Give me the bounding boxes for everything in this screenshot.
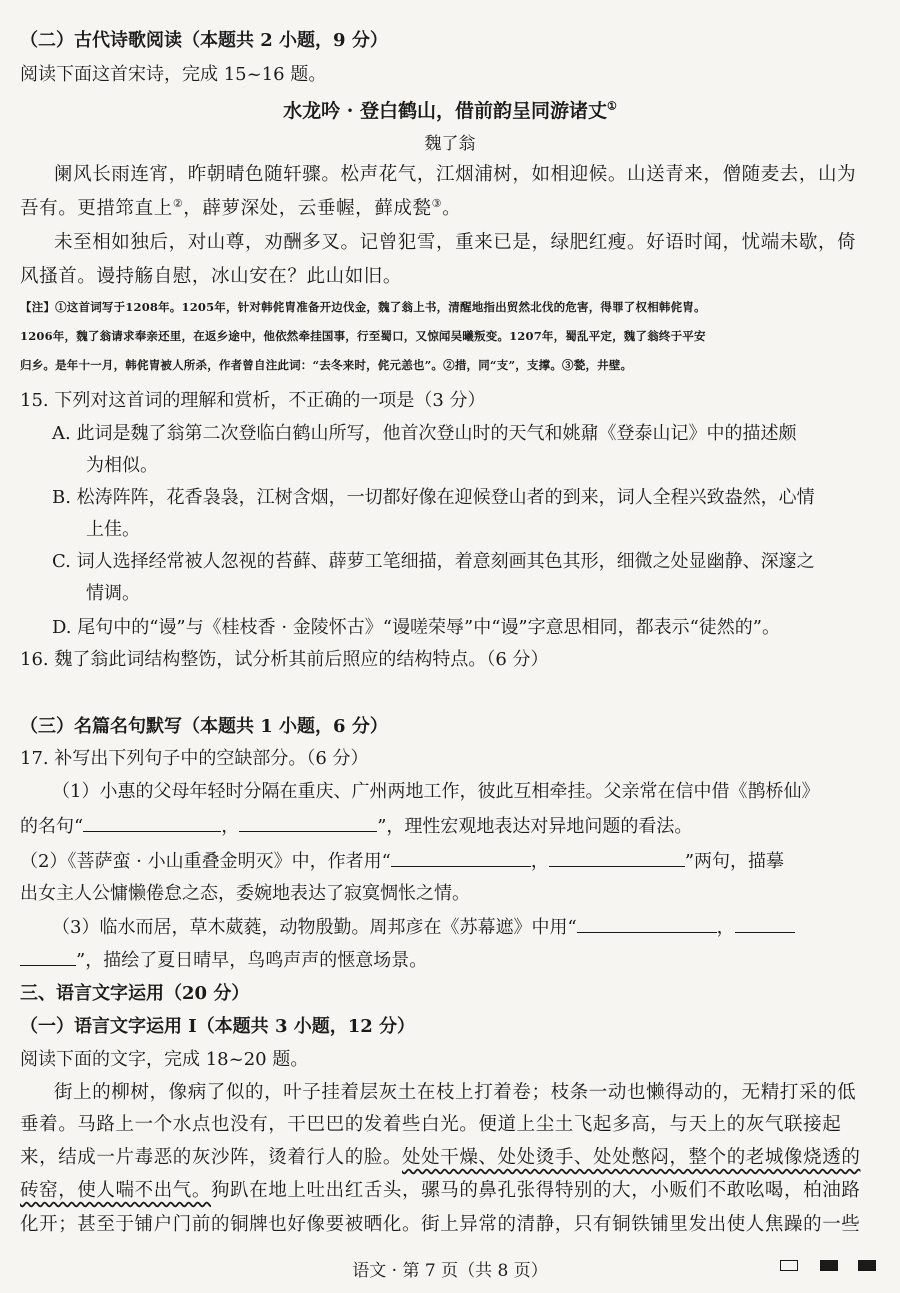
wavy-underlined-text: 处处干燥、处处烫手、处处憋闷，整个的老城像烧透的 [402,1147,861,1168]
question-17-stem: 17. 补写出下列句子中的空缺部分。（6 分） [20,748,369,769]
q15-option-a: A. 此词是魏了翁第二次登临白鹤山所写，他首次登山时的天气和姚鼐《登泰山记》中的描述颇 [52,423,797,444]
answer-blank[interactable] [391,848,531,867]
footer-marker-square [820,1260,838,1271]
section-heading-language: （一）语言文字运用 Ⅰ（本题共 3 小题，12 分） [20,1016,416,1037]
q15-option-c-cont: 情调。 [86,583,140,604]
answer-blank[interactable] [20,947,76,966]
q15-option-d: D. 尾句中的“谩”与《桂枝香 · 金陵怀古》“谩嗟荣辱”中“谩”字意思相同，都表示“徒然的”。 [52,617,781,638]
poem-note: 归乡。是年十一月，韩侂胄被人所杀，作者曾自注此词：“去冬来时，侂元恙也”。②措，同“支”，支撑。③甃，井壁。 [20,358,633,372]
poem-title-text: 水龙吟 · 登白鹤山，借前韵呈同游诸丈 [283,100,607,122]
answer-blank[interactable] [735,914,795,933]
q15-option-a-cont: 为相似。 [86,455,158,476]
poem-note: 1206年，魏了翁请求奉亲还里，在返乡途中，他依然牵挂国事，行至蜀口，又惊闻吴曦叛变。1207年，蜀乱平定，魏了翁终于平安 [20,329,706,343]
q17-item-2: （2）《菩萨蛮 · 小山重叠金明灭》中，作者用“ ， ”两句，描摹 [20,848,784,875]
answer-blank[interactable] [83,813,221,832]
footer-marker-square [858,1260,876,1271]
answer-blank[interactable] [549,848,685,867]
language-instruction: 阅读下面的文字，完成 18~20 题。 [20,1049,309,1070]
passage-line: 化开；甚至于铺户门前的铜牌也好像要被晒化。街上异常的清静，只有铜铁铺里发出使人焦躁的一些 [20,1214,861,1235]
question-15-stem: 15. 下列对这首词的理解和赏析，不正确的一项是（3 分） [20,390,486,411]
footnote-mark: ③ [431,196,443,210]
footnote-mark: ② [172,196,184,210]
passage-line: 街上的柳树，像病了似的，叶子挂着层灰土在枝上打着卷；枝条一动也懒得动的，无精打采的低 [54,1082,857,1103]
q17-item-3-cont: ”，描绘了夏日晴早，鸟鸣声声的惬意场景。 [20,947,427,974]
q15-option-b-cont: 上佳。 [86,519,140,540]
part-three-heading: 三、语言文字运用（20 分） [20,983,250,1004]
q17-item-1-blanks: 的名句“ ， ”，理性宏观地表达对异地问题的看法。 [20,813,692,840]
poem-note: 【注】①这首词写于1208年。1205年，针对韩侂胄准备开边伐金，魏了翁上书，清醒地指出贸然北伐的危害，得罪了权相韩侂胄。 [20,300,706,314]
section-heading-poetry: （二）古代诗歌阅读（本题共 2 小题，9 分） [20,30,388,51]
poem-line: 吾有。更措筇直上②，薜萝深处，云垂幄，藓成甃③。 [20,196,462,219]
q15-option-b: B. 松涛阵阵，花香袅袅，江树含烟，一切都好像在迎候登山者的到来，词人全程兴致盎然，心情 [52,487,815,508]
q17-item-2-cont: 出女主人公慵懒倦怠之态，委婉地表达了寂寞惆怅之情。 [20,883,470,904]
question-16-stem: 16. 魏了翁此词结构整饬，试分析其前后照应的结构特点。（6 分） [20,649,549,670]
passage-line: 来，结成一片毒恶的灰沙阵，烫着行人的脸。处处干燥、处处烫手、处处憋闷，整个的老城像烧透的 [20,1147,861,1168]
poem-title-footnote-mark: ① [606,99,617,113]
poem-line: 未至相如独后，对山尊，劝酬多叉。记曾犯雪，重来已是，绿肥红瘦。好语时闻，忧端未歇，倚 [54,232,857,253]
wavy-underlined-text: 砖窑，使人喘不出气。 [20,1180,212,1201]
q15-option-c: C. 词人选择经常被人忽视的苔藓、薜萝工笔细描，着意刻画其色其形，细微之处显幽静、深邃之 [52,551,815,572]
q17-item-1: （1）小惠的父母年轻时分隔在重庆、广州两地工作，彼此互相牵挂。父亲常在信中借《鹊桥仙》 [52,781,820,802]
answer-blank[interactable] [577,914,717,933]
poem-line: 风搔首。谩持觞自慰，冰山安在？此山如旧。 [20,266,403,287]
section-heading-recitation: （三）名篇名句默写（本题共 1 小题，6 分） [20,716,388,737]
poem-title [0,98,900,124]
passage-line: 垂着。马路上一个水点也没有，干巴巴的发着些白光。便道上尘土飞起多高，与天上的灰气联接起 [20,1114,842,1135]
footer-marker-square [780,1260,798,1271]
poem-author: 魏了翁 [424,134,476,154]
answer-blank[interactable] [239,813,377,832]
poem-line: 阑风长雨连宵，昨朝晴色随轩骤。松声花气，江烟浦树，如相迎候。山送青来，僧随麦去，山为 [54,164,857,185]
q17-item-3: （3）临水而居，草木葳蕤，动物殷勤。周邦彦在《苏幕遮》中用“ ， [52,914,795,941]
page-footer: 语文 · 第 7 页（共 8 页） [352,1261,548,1281]
passage-line: 砖窑，使人喘不出气。狗趴在地上吐出红舌头，骡马的鼻孔张得特别的大，小贩们不敢吆喝，柏油路 [20,1180,861,1201]
poetry-instruction: 阅读下面这首宋诗，完成 15~16 题。 [20,64,327,85]
